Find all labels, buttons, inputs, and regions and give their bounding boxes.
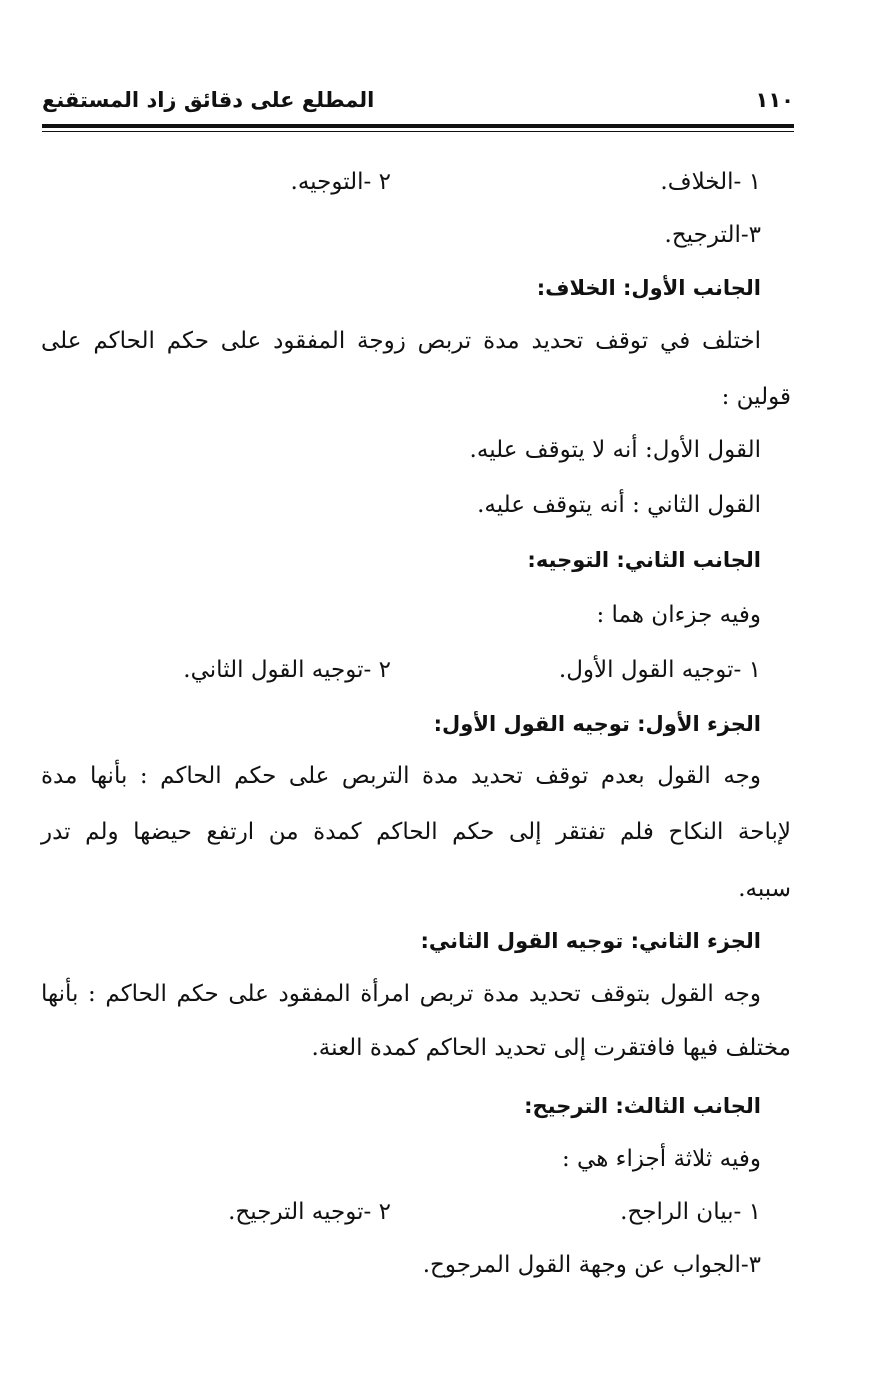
book-title: المطلع على دقائق زاد المستقنع — [42, 88, 375, 112]
outline-item-1: ١ -الخلاف. — [660, 169, 761, 195]
section-heading-3: الجانب الثالث: الترجيح: — [524, 1094, 761, 1118]
paragraph-3-line-3: سببه. — [738, 876, 791, 902]
outline-row-1 — [61, 166, 761, 198]
paragraph-4-line-1: وجه القول بتوقف تحديد مدة تربص امرأة المفقود على حكم الحاكم : بأنها — [41, 981, 761, 1007]
outline-item-3: ٣-الترجيح. — [664, 222, 761, 248]
section-heading-2: الجانب الثاني: التوجيه: — [527, 548, 761, 572]
outline-row-3 — [61, 1196, 761, 1228]
opinion-1: القول الأول: أنه لا يتوقف عليه. — [469, 437, 761, 463]
outline-row-2 — [61, 654, 761, 686]
header-rule-thick — [42, 124, 794, 128]
paragraph-1-line-2: قولين : — [721, 384, 791, 410]
running-header — [42, 82, 794, 122]
outline-item-6: ١ -بيان الراجح. — [620, 1199, 761, 1225]
paragraph-3-line-2: لإباحة النكاح فلم تفتقر إلى حكم الحاكم كمدة من ارتفع حيضها ولم تدر — [41, 819, 791, 845]
subsection-heading-2: الجزء الثاني: توجيه القول الثاني: — [420, 929, 761, 953]
section-heading-1: الجانب الأول: الخلاف: — [536, 276, 761, 300]
outline-item-4: ١ -توجيه القول الأول. — [558, 657, 761, 683]
subsection-heading-1: الجزء الأول: توجيه القول الأول: — [433, 712, 761, 736]
paragraph-5: وفيه ثلاثة أجزاء هي : — [561, 1146, 761, 1172]
outline-item-5: ٢ -توجيه القول الثاني. — [183, 657, 391, 683]
header-rule-thin — [42, 131, 794, 132]
paragraph-3-line-1: وجه القول بعدم توقف تحديد مدة التربص على حكم الحاكم : بأنها مدة — [41, 763, 761, 789]
paragraph-1-line-1: اختلف في توقف تحديد مدة تربص زوجة المفقود على حكم الحاكم على — [41, 328, 761, 354]
outline-item-8: ٣-الجواب عن وجهة القول المرجوح. — [422, 1252, 761, 1278]
outline-item-2: ٢ -التوجيه. — [290, 169, 391, 195]
outline-item-7: ٢ -توجيه الترجيح. — [228, 1199, 391, 1225]
paragraph-2: وفيه جزءان هما : — [596, 602, 761, 628]
opinion-2: القول الثاني : أنه يتوقف عليه. — [477, 492, 761, 518]
page-number: ١١٠ — [755, 88, 794, 112]
paragraph-4-line-2: مختلف فيها فافتقرت إلى تحديد الحاكم كمدة العنة. — [311, 1035, 791, 1061]
